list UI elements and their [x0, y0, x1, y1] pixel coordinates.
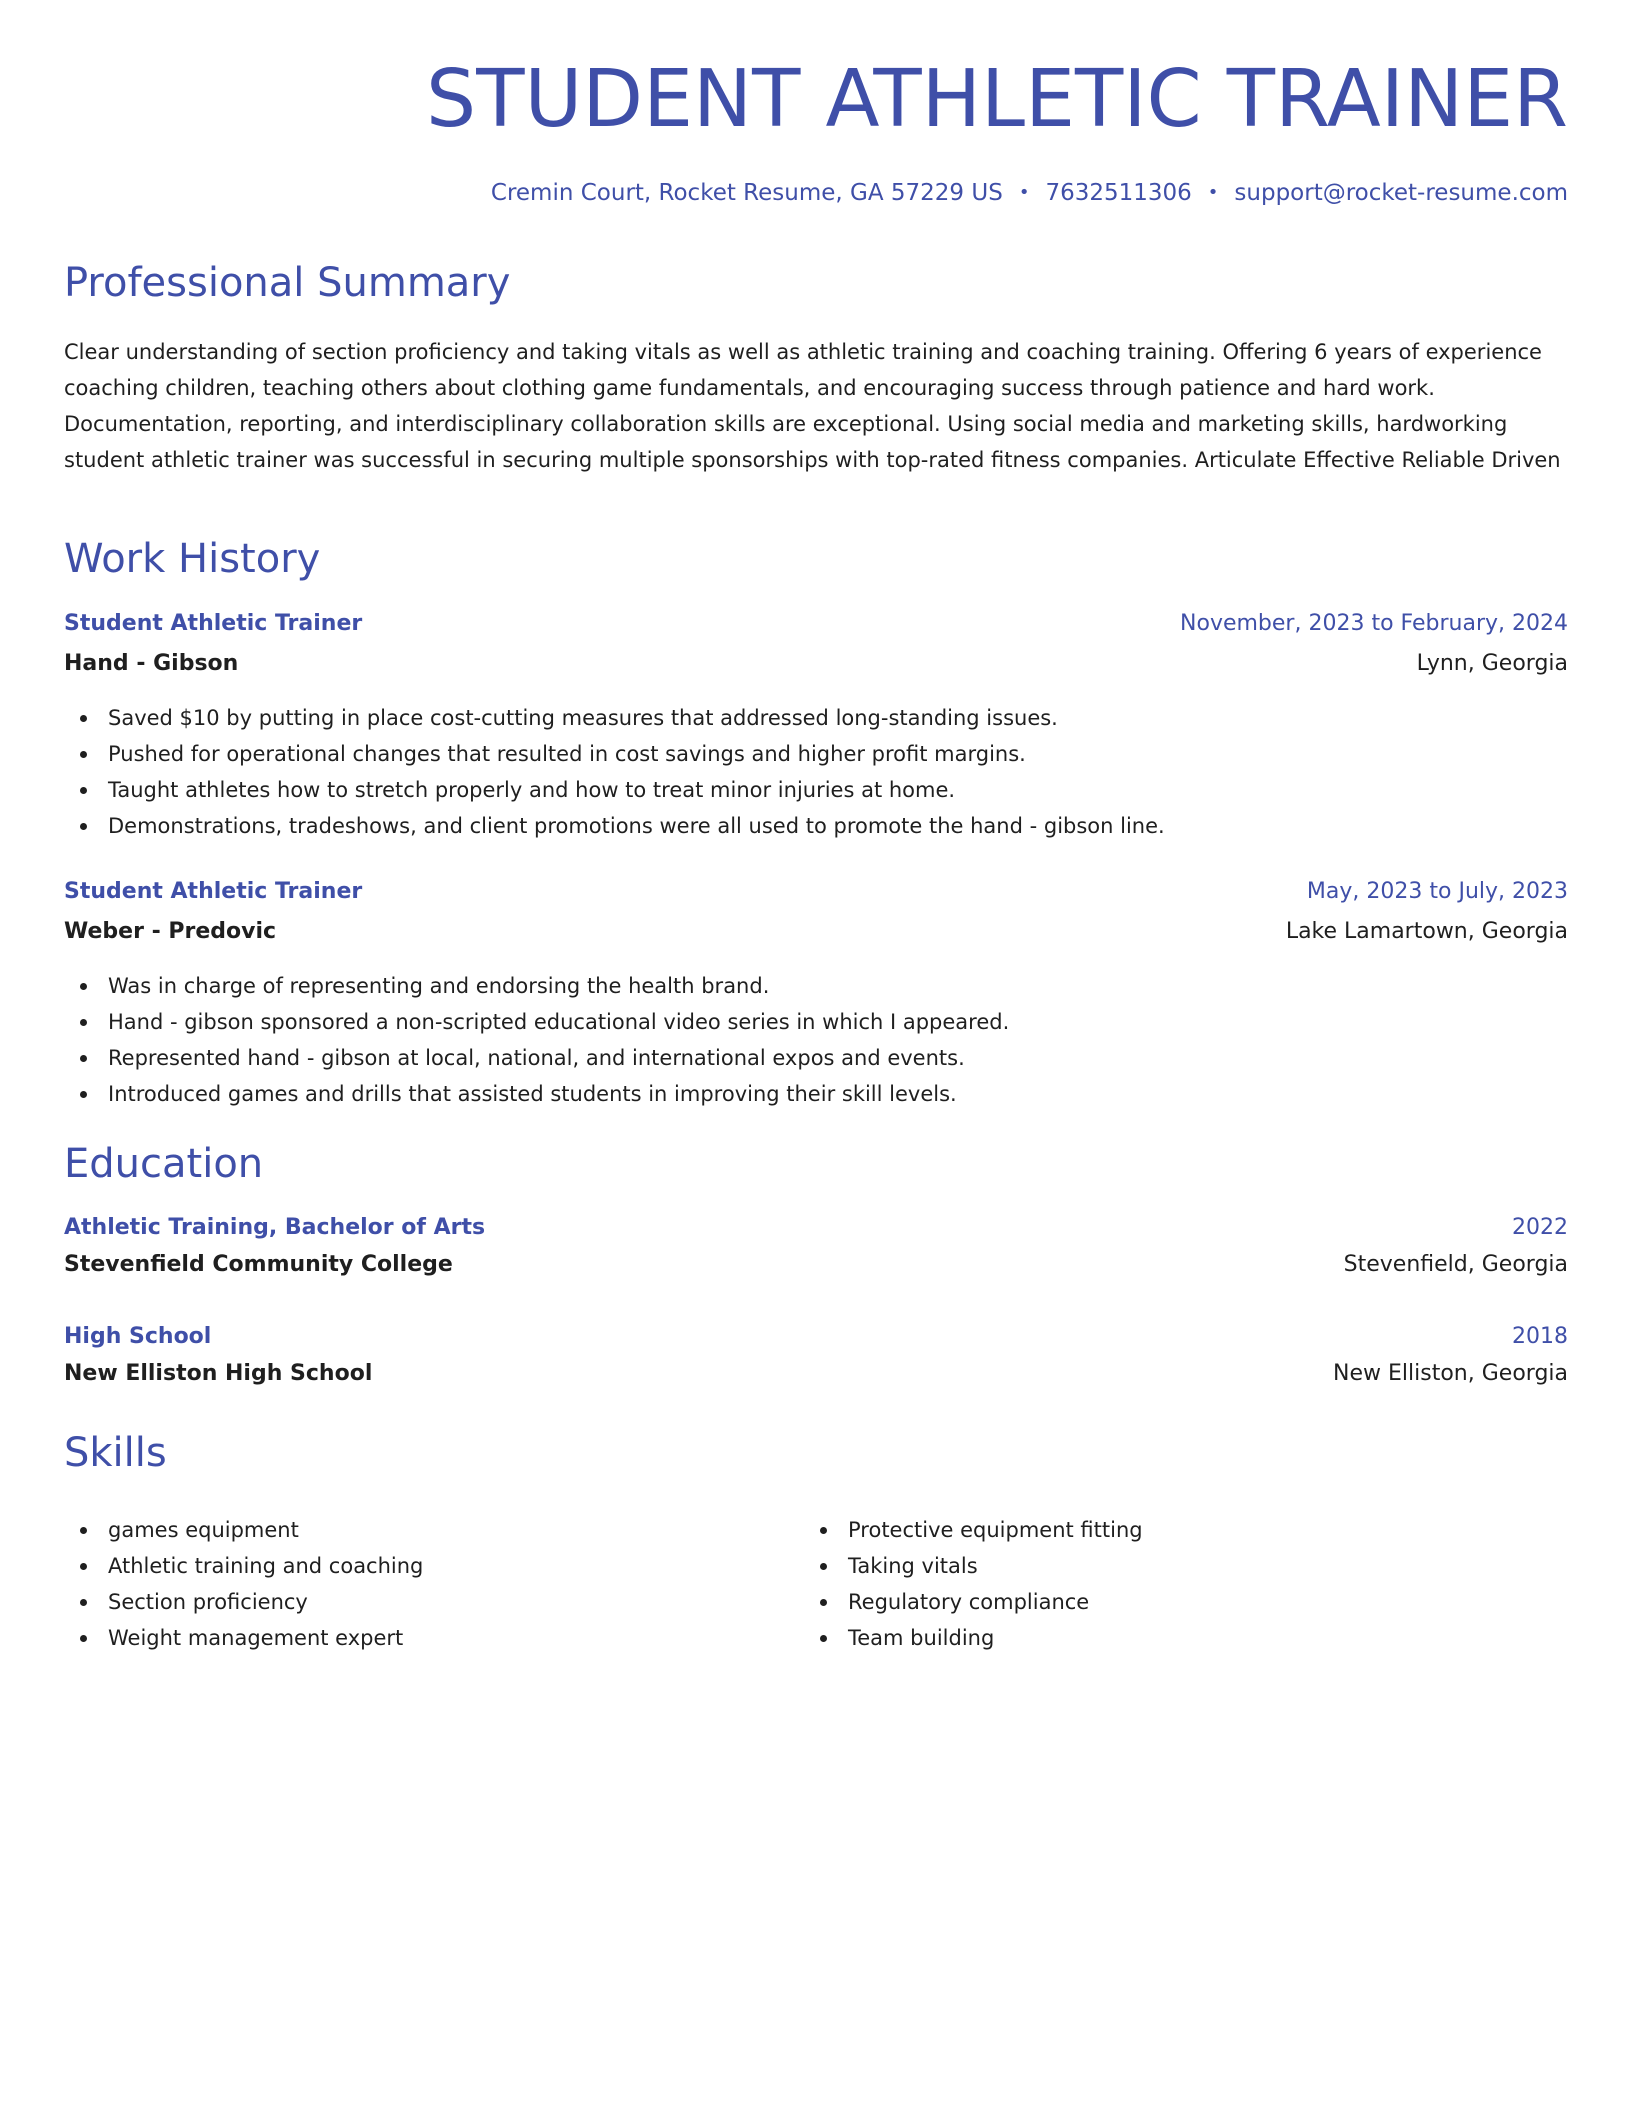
job-bullet: Taught athletes how to stretch properly and how to treat minor injuries at home. — [64, 772, 1568, 808]
job-bullet: Represented hand - gibson at local, national, and international expos and events. — [64, 1040, 1568, 1076]
skill-item: Athletic training and coaching — [64, 1548, 1568, 1584]
job-company-row — [64, 651, 1568, 685]
job-header-row — [64, 879, 1568, 913]
job-company-row — [64, 919, 1568, 953]
contact-info — [491, 180, 1568, 206]
skill-item: games equipment — [64, 1512, 1568, 1548]
education-degree: Athletic Training, Bachelor of Arts — [64, 1215, 486, 1240]
job-bullet: Was in charge of representing and endorsing the health brand. — [64, 968, 1568, 1004]
skill-item: Regulatory compliance — [804, 1584, 1632, 1620]
job-dates: May, 2023 to July, 2023 — [1306, 879, 1568, 904]
education-degree-row — [64, 1215, 1568, 1249]
skill-item: Protective equipment fitting — [804, 1512, 1632, 1548]
education-school: Stevenfield Community College — [64, 1252, 453, 1277]
education-school-row — [64, 1252, 1568, 1286]
resume-title: STUDENT ATHLETIC TRAINER — [426, 53, 1568, 145]
job-bullet: Saved $10 by putting in place cost-cutting measures that addressed long-standing issues. — [64, 700, 1568, 736]
skill-item: Team building — [804, 1620, 1632, 1656]
job-bullet: Demonstrations, tradeshows, and client promotions were all used to promote the hand - gibson line. — [64, 808, 1568, 844]
education-degree: High School — [64, 1324, 212, 1349]
job-dates: November, 2023 to February, 2024 — [1180, 611, 1568, 636]
job-bullet: Hand - gibson sponsored a non-scripted educational video series in which I appeared. — [64, 1004, 1568, 1040]
education-location: Stevenfield, Georgia — [1343, 1252, 1568, 1277]
job-bullet-list — [64, 968, 1568, 1112]
skills-list — [804, 1512, 1632, 1656]
contact-email[interactable]: support@rocket-resume.com — [1234, 180, 1568, 206]
job-location: Lynn, Georgia — [1416, 651, 1568, 676]
skill-item: Section proficiency — [64, 1584, 1568, 1620]
education-heading: Education — [64, 1141, 264, 1187]
job-bullet-list — [64, 700, 1568, 844]
education-school-row — [64, 1361, 1568, 1395]
contact-address: Cremin Court, Rocket Resume, GA 57229 US — [490, 180, 1003, 206]
job-location: Lake Lamartown, Georgia — [1285, 919, 1568, 944]
skill-item: Taking vitals — [804, 1548, 1632, 1584]
contact-phone: 7632511306 — [1045, 180, 1192, 206]
job-company: Hand - Gibson — [64, 651, 239, 676]
summary-text: Clear understanding of section proficiency and taking vitals as well as athletic training and coaching training. Offering 6 years of experience coaching children, teaching others about clothing game fundamentals, and encouraging success through patience and hard work. Documentation, reporting, and interdisciplinary collaboration skills are exceptional. Using social media and marketing skills, hardworking student athletic trainer was successful in securing multiple sponsorships with top-rated fitness companies. Articulate Effective Reliable Driven — [64, 340, 1561, 472]
job-bullet: Pushed for operational changes that resulted in cost savings and higher profit margins. — [64, 736, 1568, 772]
job-company: Weber - Predovic — [64, 919, 277, 944]
job-header-row — [64, 611, 1568, 645]
education-school: New Elliston High School — [64, 1361, 373, 1386]
job-bullet: Introduced games and drills that assisted students in improving their skill levels. — [64, 1076, 1568, 1112]
job-title: Student Athletic Trainer — [64, 879, 363, 904]
summary-heading: Professional Summary — [64, 260, 511, 306]
education-year: 2018 — [1512, 1324, 1568, 1349]
work-history-heading: Work History — [64, 536, 321, 582]
skill-item: Weight management expert — [64, 1620, 1568, 1656]
contact-separator: • — [1207, 182, 1219, 203]
education-degree-row — [64, 1324, 1568, 1358]
skills-heading: Skills — [64, 1430, 167, 1476]
education-year: 2022 — [1512, 1215, 1568, 1240]
contact-separator: • — [1018, 182, 1030, 203]
education-location: New Elliston, Georgia — [1333, 1361, 1568, 1386]
job-title: Student Athletic Trainer — [64, 611, 363, 636]
